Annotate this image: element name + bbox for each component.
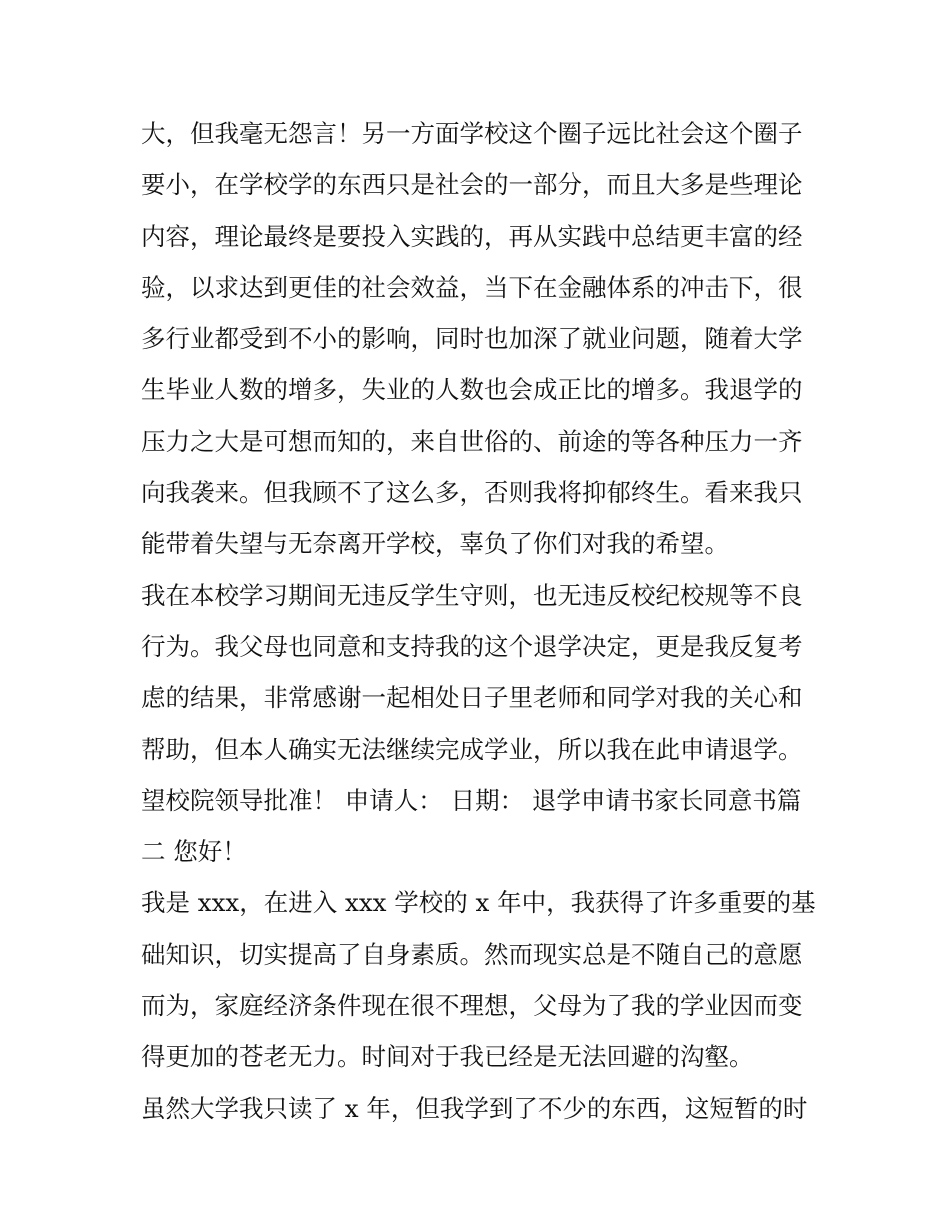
text-line: 大，但我毫无怨言！另一方面学校这个圈子远比社会这个圈子: [141, 119, 803, 148]
text-line: 础知识，切实提高了自身素质。然而现实总是不随自己的意愿: [141, 939, 803, 969]
text-line: 要小，在学校学的东西只是社会的一部分，而且大多是些理论: [141, 170, 803, 200]
text-line: 而为，家庭经济条件现在很不理想，父母为了我的学业因而变: [141, 991, 803, 1021]
text-line: 生毕业人数的增多，失业的人数也会成正比的增多。我退学的: [141, 375, 803, 405]
text-line: 我是 xxx，在进入 xxx 学校的 x 年中，我获得了许多重要的基: [141, 888, 816, 918]
text-line: 能带着失望与无奈离开学校，辜负了你们对我的希望。: [141, 529, 729, 559]
text-line: 二 您好！: [141, 837, 247, 867]
text-line: 虑的结果，非常感谢一起相处日子里老师和同学对我的关心和: [141, 683, 803, 713]
text-line: 帮助，但本人确实无法继续完成学业，所以我在此申请退学。: [141, 734, 803, 764]
text-line: 虽然大学我只读了 x 年，但我学到了不少的东西，这短暂的时: [141, 1093, 808, 1123]
text-line: 向我袭来。但我顾不了这么多，否则我将抑郁终生。看来我只: [141, 478, 803, 508]
text-line: 验，以求达到更佳的社会效益，当下在金融体系的冲击下，很: [141, 272, 803, 302]
text-line: 得更加的苍老无力。时间对于我已经是无法回避的沟壑。: [141, 1042, 754, 1072]
text-line: 压力之大是可想而知的，来自世俗的、前途的等各种压力一齐: [141, 426, 803, 456]
text-line: 望校院领导批准！ 申请人： 日期： 退学申请书家长同意书篇: [141, 785, 802, 815]
text-line: 我在本校学习期间无违反学生守则，也无违反校纪校规等不良: [141, 580, 803, 610]
text-line: 行为。我父母也同意和支持我的这个退学决定，更是我反复考: [141, 631, 803, 661]
text-line: 多行业都受到不小的影响，同时也加深了就业问题，随着大学: [141, 324, 803, 354]
text-line: 内容，理论最终是要投入实践的，再从实践中总结更丰富的经: [141, 221, 803, 251]
document-body: [141, 108, 821, 1134]
